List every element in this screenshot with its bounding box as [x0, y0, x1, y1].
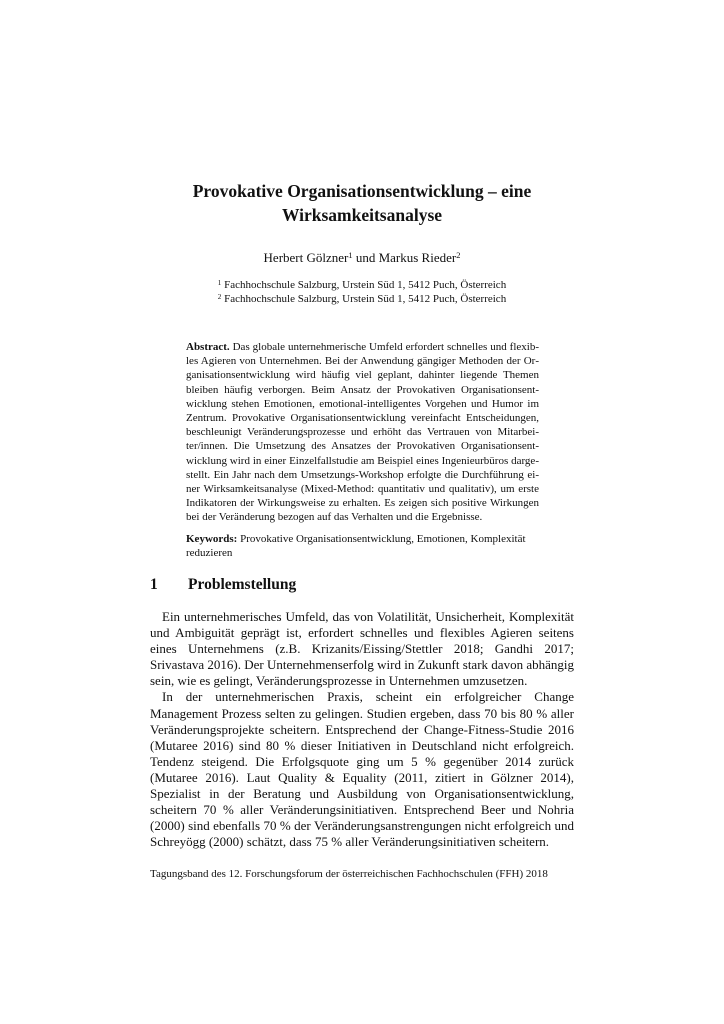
affiliation-2-text: Fachhochschule Salzburg, Urstein Süd 1, 5412 Puch, Österreich	[221, 293, 507, 305]
title-line-1: Provokative Organisationsentwicklung – eine	[192, 181, 532, 201]
affiliation-2-mark: 2	[217, 292, 222, 301]
author-line	[150, 250, 574, 266]
abstract	[186, 340, 539, 525]
body-paragraph-1: Ein unternehmerisches Umfeld, das von Volatilität, Unsicherheit, Komplexität und Ambiguität geprägt ist, erfordert schnelles und flexibles Agieren seitens eines Unternehmens (z.B. Krizanits/Eissing/Stettler 2018; Gandhi 2017; Srivastava 2016). Der Unternehmenserfolg wird in Zukunft stark davon abhängig sein, wie es gelingt, Veränderungsprozesse in Unternehmen umzusetzen.	[150, 609, 574, 689]
keywords	[186, 532, 539, 560]
author-name-1: Herbert Gölzner	[263, 250, 349, 265]
affiliation-1-mark: 1	[217, 278, 222, 287]
keywords-label: Keywords:	[186, 533, 238, 545]
author-separator: und	[352, 250, 379, 265]
author-2-affiliation-mark: 2	[456, 250, 461, 261]
author-1-affiliation-mark: 1	[348, 250, 353, 261]
affiliation-1-text: Fachhochschule Salzburg, Urstein Süd 1, 5412 Puch, Österreich	[221, 279, 507, 291]
section-number: 1	[150, 576, 158, 593]
section-title: Problemstellung	[188, 576, 297, 593]
affiliation-2	[150, 292, 574, 306]
affiliation-1	[150, 278, 574, 292]
keywords-text: Provokative Organisationsentwicklung, Emotionen, Komplexität reduzieren	[186, 533, 526, 560]
paper-title	[150, 179, 574, 227]
title-line-2: Wirksamkeitsanalyse	[281, 205, 443, 225]
section-body	[150, 609, 574, 850]
body-paragraph-2: In der unternehmerischen Praxis, scheint ein erfolgreicher Change Management Prozess selten zu gelingen. Studien ergeben, dass 70 bis 80 % aller Veränderungsprojekte scheitern. Entsprechend der Change-Fitness-Studie 2016 (Mutaree 2016) sind 80 % dieser Initiativen in Deutschland nicht erfolgreich. Tendenz steigend. Die Erfolgsquote ging um 5 % gegenüber 2014 zurück (Mutaree 2016). Laut Quality & Equality (2011, zitiert in Gölzner 2014), Spezialist in der Beratung und Ausbildung von Organisationsentwicklung, scheitern 70 % aller Veränderungsinitiativen. Entsprechend Beer und Nohria (2000) sind ebenfalls 70 % der Veränderungsanstrengungen nicht erfolgreich und Schreyögg (2000) schätzt, dass 75 % aller Veränderungsinitiativen scheitern.	[150, 689, 574, 850]
author-name-2: Markus Rieder	[378, 250, 457, 265]
section-heading	[150, 575, 574, 595]
abstract-text: Das globale unternehmerische Umfeld erfordert schnelles und flexibles Agieren von Unternehmen. Bei der Anwendung gängiger Methoden der Organisationsentwicklung wird häufig viel geplant, dahinter liegende Themen bleiben häufig verborgen. Beim Ansatz der Provokativen Organisationsentwicklung stehen Emotionen, emotional-intelligentes Vorgehen und Humor im Zentrum. Provokative Organisationsentwicklung vereinfacht Entscheidungen, beschleunigt Veränderungsprozesse und erhöht das Vertrauen von Mitarbeiter/innen. Die Umsetzung des Ansatzes der Provokativen Organisationsentwicklung wird in einer Einzelfallstudie am Beispiel eines Ingenieurbüros dargestellt. Ein Jahr nach dem Umsetzungs-Workshop erfolgte die Durchführung einer Wirksamkeitsanalyse (Mixed-Method: quantitativ und qualitativ), um erste Indikatoren der Wirkungsweise zu erhalten. Es zeigen sich positive Wirkungen bei der Veränderung bezogen auf das Verhalten und die Ergebnisse.	[186, 341, 539, 524]
page-footer: Tagungsband des 12. Forschungsforum der österreichischen Fachhochschulen (FFH) 2018	[150, 868, 548, 880]
abstract-label: Abstract.	[186, 341, 230, 353]
